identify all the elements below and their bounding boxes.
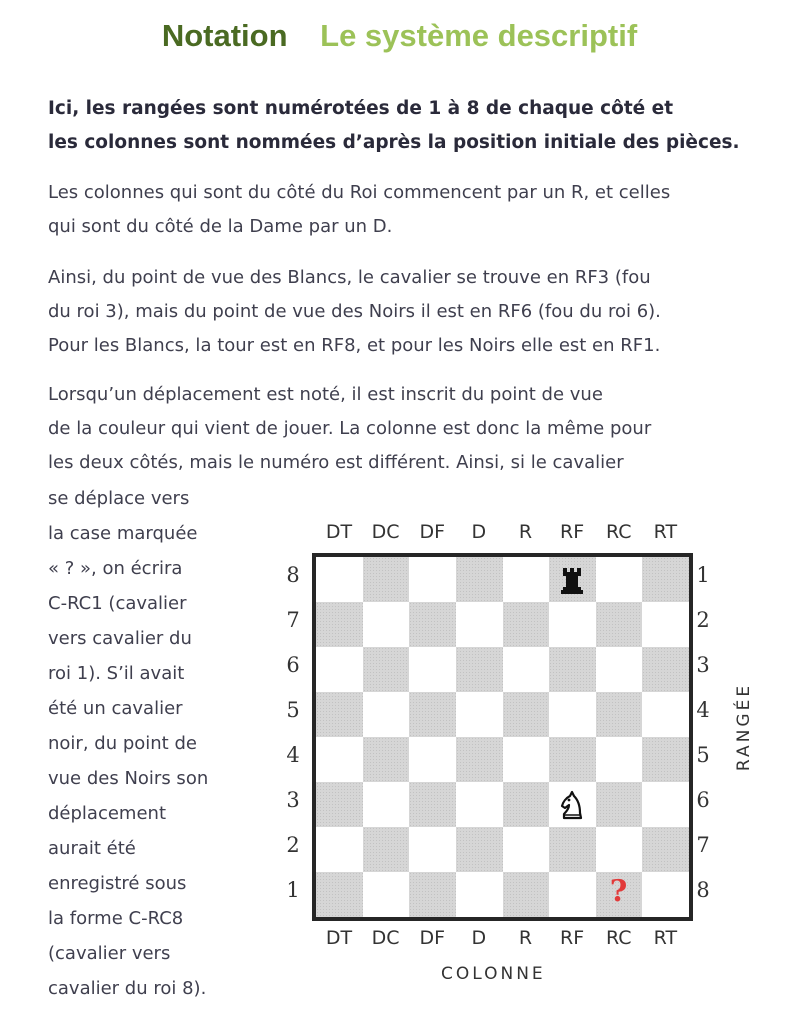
board-square bbox=[642, 737, 689, 782]
rank-label-white: 7 bbox=[286, 608, 300, 632]
board-square bbox=[316, 557, 363, 602]
board-square bbox=[363, 737, 410, 782]
board-square bbox=[549, 737, 596, 782]
board-square bbox=[363, 827, 410, 872]
side-text-line: (cavalier vers bbox=[48, 943, 171, 964]
paragraph-line: du roi 3), mais du point de vue des Noirs il est en RF6 (fou du roi 6). bbox=[48, 301, 661, 322]
rank-label-black: 7 bbox=[696, 833, 710, 857]
board-square bbox=[456, 782, 503, 827]
side-text-line: aurait été bbox=[48, 838, 136, 859]
board-square bbox=[596, 692, 643, 737]
board-square bbox=[596, 782, 643, 827]
side-text-line: enregistré sous bbox=[48, 873, 187, 894]
intro-paragraph bbox=[48, 92, 768, 160]
board-square bbox=[316, 782, 363, 827]
rank-label-black: 3 bbox=[696, 653, 710, 677]
board-square bbox=[363, 602, 410, 647]
column-label-bottom: RF bbox=[560, 927, 585, 949]
rank-label-white: 6 bbox=[286, 653, 300, 677]
column-label-top: DC bbox=[371, 521, 400, 543]
board-square bbox=[409, 557, 456, 602]
axis-label-colonne: COLONNE bbox=[441, 964, 546, 984]
board-square bbox=[596, 647, 643, 692]
rank-label-black: 2 bbox=[696, 608, 710, 632]
rank-label-black: 4 bbox=[696, 698, 710, 722]
board-square bbox=[503, 872, 550, 917]
paragraph-line: Les colonnes qui sont du côté du Roi commencent par un R, et celles bbox=[48, 182, 671, 203]
board-square bbox=[363, 782, 410, 827]
rank-label-white: 1 bbox=[286, 878, 300, 902]
board-square bbox=[503, 737, 550, 782]
board-square bbox=[409, 737, 456, 782]
board-square bbox=[503, 557, 550, 602]
board-square bbox=[456, 827, 503, 872]
board-square bbox=[642, 827, 689, 872]
board-square bbox=[409, 647, 456, 692]
column-label-bottom: DF bbox=[419, 927, 446, 949]
board-square bbox=[316, 692, 363, 737]
side-text-line: vue des Noirs son bbox=[48, 768, 209, 789]
board-square bbox=[316, 647, 363, 692]
board-square bbox=[456, 647, 503, 692]
board-square bbox=[456, 602, 503, 647]
board-square bbox=[409, 602, 456, 647]
side-text-line: vers cavalier du bbox=[48, 628, 192, 649]
side-text-line: été un cavalier bbox=[48, 698, 183, 719]
board-square bbox=[316, 872, 363, 917]
side-text-line: C-RC1 (cavalier bbox=[48, 593, 187, 614]
board-square bbox=[409, 692, 456, 737]
paragraph-line: Lorsqu’un déplacement est noté, il est inscrit du point de vue bbox=[48, 384, 603, 405]
side-text-line: « ? », on écrira bbox=[48, 558, 183, 579]
paragraph-line: qui sont du côté de la Dame par un D. bbox=[48, 216, 393, 237]
column-label-bottom: DC bbox=[371, 927, 400, 949]
board-square bbox=[642, 647, 689, 692]
board-square bbox=[409, 782, 456, 827]
column-label-top: D bbox=[471, 521, 487, 543]
board-square bbox=[642, 602, 689, 647]
board-square bbox=[642, 692, 689, 737]
board-square bbox=[316, 602, 363, 647]
chess-board bbox=[312, 553, 693, 921]
board-square bbox=[316, 827, 363, 872]
rank-label-white: 2 bbox=[286, 833, 300, 857]
rank-label-black: 1 bbox=[696, 563, 710, 587]
side-text-line: roi 1). S’il avait bbox=[48, 663, 185, 684]
board-square bbox=[642, 872, 689, 917]
rank-label-black: 6 bbox=[696, 788, 710, 812]
white-knight-icon bbox=[555, 788, 589, 822]
side-text-line: noir, du point de bbox=[48, 733, 197, 754]
column-label-bottom: RC bbox=[605, 927, 632, 949]
axis-label-rangee: RANGÉE bbox=[734, 682, 754, 772]
side-text-line: déplacement bbox=[48, 803, 167, 824]
column-label-bottom: DT bbox=[325, 927, 353, 949]
board-square bbox=[549, 647, 596, 692]
column-label-bottom: R bbox=[518, 927, 533, 949]
title-subtitle: Le système descriptif bbox=[320, 18, 638, 53]
board-square bbox=[363, 872, 410, 917]
rank-label-black: 5 bbox=[696, 743, 710, 767]
board-square bbox=[363, 647, 410, 692]
title-notation: Notation bbox=[161, 18, 288, 53]
board-square bbox=[549, 827, 596, 872]
board-square bbox=[503, 782, 550, 827]
board-square bbox=[549, 872, 596, 917]
side-text bbox=[48, 481, 278, 1006]
board-square bbox=[596, 602, 643, 647]
rank-label-white: 3 bbox=[286, 788, 300, 812]
board-square bbox=[503, 602, 550, 647]
paragraph-line: les deux côtés, mais le numéro est différent. Ainsi, si le cavalier bbox=[48, 452, 624, 473]
board-square bbox=[596, 827, 643, 872]
board-square bbox=[503, 827, 550, 872]
column-label-bottom: D bbox=[471, 927, 487, 949]
paragraph-line: de la couleur qui vient de jouer. La colonne est donc la même pour bbox=[48, 418, 652, 439]
board-square bbox=[642, 557, 689, 602]
column-label-bottom: RT bbox=[653, 927, 678, 949]
intro-line: les colonnes sont nommées d’après la position initiale des pièces. bbox=[48, 132, 740, 153]
board-square bbox=[549, 692, 596, 737]
rank-label-white: 4 bbox=[286, 743, 300, 767]
paragraph-ainsi bbox=[48, 261, 763, 363]
rank-label-white: 5 bbox=[286, 698, 300, 722]
paragraph-line: Pour les Blancs, la tour est en RF8, et pour les Noirs elle est en RF1. bbox=[48, 335, 661, 356]
board-square bbox=[549, 602, 596, 647]
column-label-top: RF bbox=[560, 521, 585, 543]
board-square bbox=[456, 872, 503, 917]
intro-line: Ici, les rangées sont numérotées de 1 à 8 de chaque côté et bbox=[48, 98, 674, 119]
board-square bbox=[503, 647, 550, 692]
column-label-top: RT bbox=[653, 521, 678, 543]
board-square bbox=[596, 737, 643, 782]
paragraph-line: Ainsi, du point de vue des Blancs, le cavalier se trouve en RF3 (fou bbox=[48, 267, 651, 288]
column-label-top: RC bbox=[605, 521, 632, 543]
board-square bbox=[456, 737, 503, 782]
board-square bbox=[363, 692, 410, 737]
rank-label-black: 8 bbox=[696, 878, 710, 902]
side-text-line: la case marquée bbox=[48, 523, 198, 544]
column-label-top: R bbox=[518, 521, 533, 543]
board-square bbox=[456, 692, 503, 737]
board-square bbox=[409, 827, 456, 872]
board-square bbox=[642, 782, 689, 827]
side-text-line: cavalier du roi 8). bbox=[48, 978, 207, 999]
board-square bbox=[456, 557, 503, 602]
board-square bbox=[596, 557, 643, 602]
column-label-top: DF bbox=[419, 521, 446, 543]
board-square bbox=[503, 692, 550, 737]
side-text-line: se déplace vers bbox=[48, 488, 190, 509]
paragraph-deplacement bbox=[48, 378, 763, 480]
page-title bbox=[0, 18, 799, 54]
board-square bbox=[409, 872, 456, 917]
side-text-line: la forme C-RC8 bbox=[48, 908, 184, 929]
rank-label-white: 8 bbox=[286, 563, 300, 587]
target-question-mark: ? bbox=[609, 874, 628, 909]
board-square bbox=[316, 737, 363, 782]
board-square bbox=[363, 557, 410, 602]
paragraph-colonnes bbox=[48, 176, 763, 244]
column-label-top: DT bbox=[325, 521, 353, 543]
black-rook-icon bbox=[555, 563, 589, 597]
